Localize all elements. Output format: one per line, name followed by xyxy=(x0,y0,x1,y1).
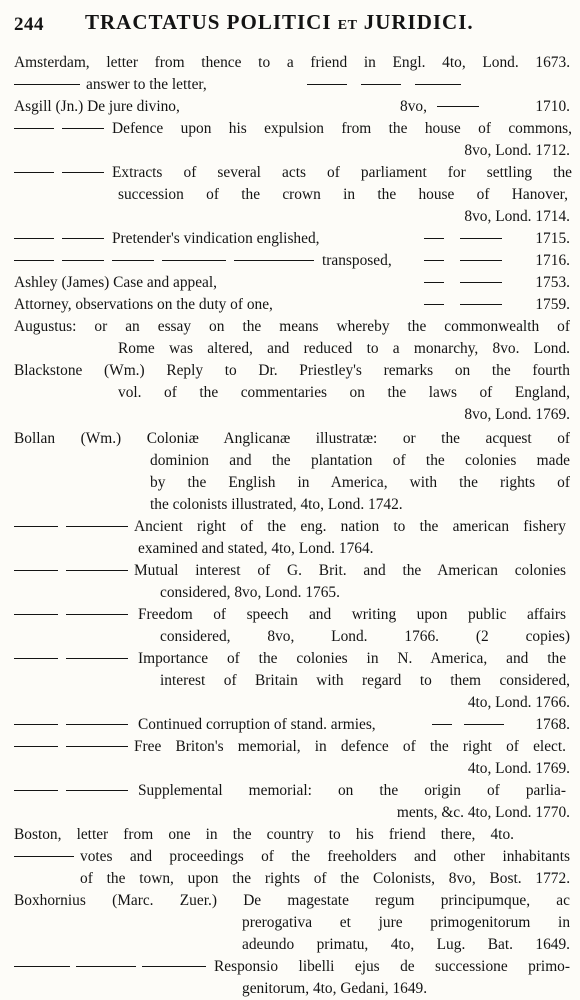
ditto-dash xyxy=(14,84,80,85)
ditto-dash xyxy=(66,790,128,791)
entry-line: by the English in America, with the rights of xyxy=(150,474,570,491)
entry-line: ments, &c. 4to, Lond. 1770. xyxy=(396,804,570,821)
ditto-dash xyxy=(14,966,70,967)
ditto-dash xyxy=(460,282,502,283)
entry-line: Ashley (James) Case and appeal, xyxy=(14,274,218,291)
entry-line: 8vo, Lond. 1769. xyxy=(464,406,570,423)
ditto-dash xyxy=(14,570,58,571)
ditto-dash xyxy=(14,724,58,725)
ditto-dash xyxy=(424,282,444,283)
entry-line: Pretender's vindication englished, xyxy=(14,228,320,250)
ditto-dash xyxy=(424,238,444,239)
entry-line: examined and stated, 4to, Lond. 1764. xyxy=(138,540,374,557)
ditto-dash xyxy=(14,856,74,857)
entry-line: interest of Britain with regard to them considered, xyxy=(160,672,570,689)
running-title xyxy=(85,10,474,35)
title-conjunction: ET xyxy=(337,18,358,33)
entry-line: 1715. xyxy=(535,230,570,247)
entry-line: answer to the letter, xyxy=(14,74,461,96)
entry-line xyxy=(424,228,502,250)
entry-line: Defence upon his expulsion from the house of commons, xyxy=(14,118,572,140)
ditto-dash xyxy=(14,172,54,173)
entry-line: Boston, letter from one in the country to his friend there, 4to. xyxy=(14,826,514,843)
entry-line: 8vo, xyxy=(400,96,479,118)
entry-line: considered, 8vo, Lond. 1765. xyxy=(160,584,340,601)
entry-line: Augustus: or an essay on the means whereby the commonwealth of xyxy=(14,318,570,335)
entry-line: Mutual interest of G. Brit. and the American colonies xyxy=(14,560,566,582)
entry-line: Continued corruption of stand. armies, xyxy=(14,714,376,736)
ditto-dash xyxy=(62,260,104,261)
entry-line: Extracts of several acts of parliament for settling the xyxy=(14,162,572,184)
ditto-dash xyxy=(112,260,154,261)
ditto-dash xyxy=(14,790,58,791)
entry-line: 1716. xyxy=(535,252,570,269)
entry-line: Asgill (Jn.) De jure divino, xyxy=(14,98,180,115)
running-header xyxy=(0,0,580,50)
entry-line: Responsio libelli ejus de successione primo- xyxy=(14,956,570,978)
ditto-dash xyxy=(66,614,128,615)
entry-line: Freedom of speech and writing upon public affairs xyxy=(14,604,566,626)
ditto-dash xyxy=(142,966,206,967)
entry-line: Attorney, observations on the duty of one, xyxy=(14,296,273,313)
ditto-dash xyxy=(424,260,444,261)
entry-line: 8vo, Lond. 1712. xyxy=(464,142,570,159)
entry-line: transposed, xyxy=(14,250,392,272)
entry-line: 4to, Lond. 1766. xyxy=(467,694,570,711)
ditto-dash xyxy=(14,614,58,615)
entry-line: 4to, Lond. 1769. xyxy=(467,760,570,777)
entry-line: Boxhornius (Marc. Zuer.) De magestate regum principumque, ac xyxy=(14,892,570,909)
entry-line: 1759. xyxy=(535,296,570,313)
ditto-dash xyxy=(415,84,461,85)
ditto-dash xyxy=(66,746,128,747)
ditto-dash xyxy=(66,526,128,527)
ditto-dash xyxy=(162,260,226,261)
ditto-dash xyxy=(361,84,401,85)
entry-line: 1768. xyxy=(535,716,570,733)
entry-line: adeundo primatu, 4to, Lug. Bat. 1649. xyxy=(242,936,570,953)
ditto-dash xyxy=(460,238,502,239)
entry-line: Supplemental memorial: on the origin of parlia- xyxy=(14,780,566,802)
ditto-dash xyxy=(464,724,504,725)
ditto-dash xyxy=(14,128,54,129)
entry-line xyxy=(424,272,502,294)
entry-line: vol. of the commentaries on the laws of England, xyxy=(118,384,570,401)
ditto-dash xyxy=(62,128,104,129)
entry-line: Rome was altered, and reduced to a monarchy, 8vo. Lond. xyxy=(118,340,571,357)
title-first-part: TRACTATUS POLITICI xyxy=(85,10,332,34)
entry-line: succession of the crown in the house of Hanover, xyxy=(118,186,569,203)
ditto-dash xyxy=(460,260,502,261)
entry-line: Free Briton's memorial, in defence of the right of elect. xyxy=(14,736,566,758)
ditto-dash xyxy=(234,260,314,261)
ditto-dash xyxy=(307,84,347,85)
entry-line xyxy=(432,714,504,736)
ditto-dash xyxy=(460,304,502,305)
entry-line: prerogativa et jure primogenitorum in xyxy=(242,914,571,931)
ditto-dash xyxy=(14,526,58,527)
entry-line: 8vo, Lond. 1714. xyxy=(464,208,570,225)
ditto-dash xyxy=(62,238,104,239)
entry-line: Importance of the colonies in N. America, and the xyxy=(14,648,566,670)
entry-line: dominion and the plantation of the colonies made xyxy=(150,452,570,469)
ditto-dash xyxy=(62,172,104,173)
entry-line: Amsterdam, letter from thence to a friend in Engl. 4to, Lond. 1673. xyxy=(14,54,571,71)
entry-line: 1753. xyxy=(535,274,570,291)
ditto-dash xyxy=(66,570,128,571)
ditto-dash xyxy=(66,724,128,725)
ditto-dash xyxy=(14,658,58,659)
entry-line xyxy=(424,250,502,272)
ditto-dash xyxy=(432,724,452,725)
entry-line: Bollan (Wm.) Coloniæ Anglicanæ illustratæ: or the acquest of xyxy=(14,430,571,447)
entry-line: votes and proceedings of the freeholders and other inhabitants xyxy=(14,846,570,868)
entry-line: of the town, upon the rights of the Colonists, 8vo, Bost. 1772. xyxy=(80,870,571,887)
entry-line: considered, 8vo, Lond. 1766. (2 copies) xyxy=(160,628,571,645)
page-number: 244 xyxy=(14,14,44,35)
ditto-dash xyxy=(76,966,136,967)
title-last-part: JURIDICI. xyxy=(363,10,474,34)
ditto-dash xyxy=(437,106,479,107)
entry-line: Blackstone (Wm.) Reply to Dr. Priestley's remarks on the fourth xyxy=(14,362,570,379)
ditto-dash xyxy=(14,260,54,261)
entry-line: genitorum, 4to, Gedani, 1649. xyxy=(242,980,428,997)
ditto-dash xyxy=(424,304,444,305)
entry-line: the colonists illustrated, 4to, Lond. 1742. xyxy=(150,496,403,513)
entry-line xyxy=(424,294,502,316)
entry-line: 1710. xyxy=(535,98,570,115)
entry-line: Ancient right of the eng. nation to the american fishery xyxy=(14,516,566,538)
ditto-dash xyxy=(66,658,128,659)
ditto-dash xyxy=(14,238,54,239)
ditto-dash xyxy=(14,746,58,747)
